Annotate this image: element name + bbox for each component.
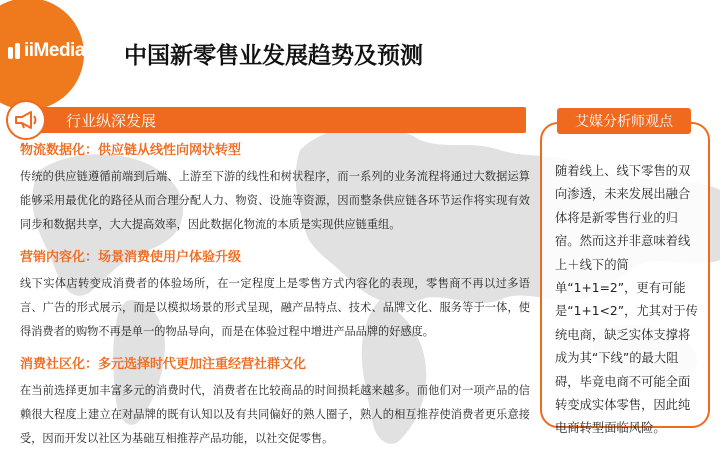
- logo-subtitle: [87, 43, 115, 59]
- trend-heading: 消费社区化：多元选择时代更加注重经营社群文化: [20, 357, 307, 372]
- main-content: [20, 140, 530, 461]
- logo-sub-en: Research: [86, 51, 115, 58]
- trend-block-marketing: [20, 247, 530, 344]
- megaphone-icon: [6, 100, 46, 140]
- section-header-label: 行业纵深发展: [66, 112, 157, 130]
- iimedia-logo: [8, 40, 115, 62]
- trend-heading: 物流数据化：供应链从线性向网状转型: [20, 143, 242, 158]
- logo-text: iiMedia: [24, 40, 85, 61]
- trend-block-community: [20, 354, 530, 451]
- page-title: 中国新零售业发展趋势及预测: [124, 42, 423, 68]
- analyst-view-tag: 艾媒分析师观点: [557, 108, 691, 134]
- trend-heading: 营销内容化：场景消费使用户体验升级: [20, 250, 242, 265]
- trend-body: 在当前选择更加丰富多元的消费时代，消费者在比较商品的时间损耗越来越多。而他们对一项产品的信赖很大程度上建立在对品牌的既有认知以及有共同偏好的熟人圈子，熟人的相互推荐使消费者更乐意接受，因而开发以社区为基础互相推荐产品功能，以社交促零售。: [20, 384, 530, 445]
- analyst-view-text: 随着线上、线下零售的双向渗透，未来发展出融合体将是新零售行业的归宿。然而这并非意味着线上＋线下的简单“1+1=2”，更有可能是“1+1<2”，尤其对于传统电商，缺乏实体支撑将成为其“下线”的最大阻碍，毕竟电商不可能全面转变成实体零售，因此纯电商转型面临风险。: [555, 164, 698, 436]
- trend-body: 线下实体店转变成消费者的体验场所，在一定程度上是零售方式内容化的表现，零售商不再以过多语言、广告的形式展示，而是以模拟场景的形式呈现，融产品特点、技术、品牌文化、服务等于一体，使得消费者的购物不再是单一的物品导向，而是在体验过程中增进产品品牌的好感度。: [20, 277, 530, 338]
- section-header-bar: [18, 107, 526, 133]
- trend-block-logistics: [20, 140, 530, 237]
- logo-mark-icon: [8, 43, 22, 59]
- logo-sub-cn: 艾媒咨询: [86, 43, 115, 51]
- trend-body: 传统的供应链遵循前端到后端、上游至下游的线性和树状程序，而一系列的业务流程将通过大数据运算能够采用最优化的路径从而合理分配人力、物资、设施等资源，因而整条供应链各环节运作将实现有效同步和数据共享，大大提高效率，因此数据化物流的本质是实现供应链重组。: [20, 170, 530, 231]
